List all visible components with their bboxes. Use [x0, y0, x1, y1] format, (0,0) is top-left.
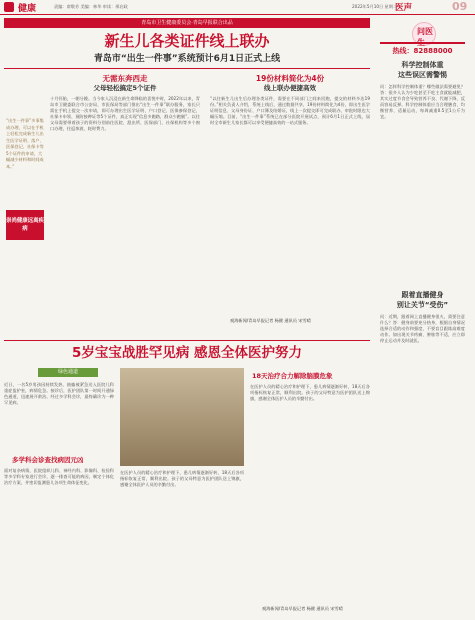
right-column-subtitle: 线上联办便捷高效: [264, 84, 316, 92]
doctor-photo: [120, 368, 244, 466]
sidebar-title-2-line2: 别让关节“受伤”: [396, 301, 449, 309]
right-column-title: 19份材料简化为4份: [255, 74, 325, 83]
page-number: 09: [452, 0, 468, 13]
sidebar-body-2: 问：近期，跟着网上直播健身很火，需要注意什么？答：健身前要充分热身，根据自身情况选择合适的动作和强度，不要盲目跟练高难度动作。如出现关节疼痛、肿胀等不适，应立即停止运动并及时就医。: [380, 314, 465, 344]
left-column-subtitle: 父母轻松搞定5个证件: [93, 84, 157, 92]
article2-body-d: 在医护人员的精心治疗和护理下，患儿病情逐渐好转，18天后各项指标恢复正常，顺利出院。孩子的父母特意为医护团队送上锦旗，感谢全体医护人员的辛勤付出。: [250, 384, 370, 402]
article2-body-a: 近日，一名5岁男孩因持续发热、抽搐被紧急送入医院儿科重症监护室，病情危急。接诊后，医护团队第一时间开通绿色通道，迅速展开救治。经过多学科会诊，最终确诊为一种罕见病。: [4, 382, 114, 406]
right-column-body: “以往新生儿出生后办理各类证件，需要在不同部门之间来回跑，提交的材料多达19份。”相关负责人介绍，系统上线后，通过数据共享，19份材料简化为4份，即出生医学证明信息、父母身份证、户口簿及结婚证，线上一次提交即可完成联办，审批时限也大幅压缩。目前，“出生一件事”系统已在部分医院开展试点，预计6月1日正式上线，届时全市新生儿家长都可以享受便捷高效的一站式服务。: [210, 96, 370, 126]
left-column-body: 十月怀胎，一朝分娩。当今家人沉浸在新生命降临的喜悦中时，2022年以来，青岛市卫健委联合市公安局、市医保局等部门推出“出生一件事”联办服务，家长只需在手机上提交一次申请，即可办理出生医学证明、户口登记、医保参保登记、社保卡申领、预防接种证等5个证件，真正实现“信息多跑路，群众少跑腿”。以往父母需要带着孩子的资料分别前往医院、派出所、医保部门、社保机构等多个窗口办理，往返奔波、耗时费力。: [50, 96, 200, 132]
article-byline: 观海新闻/青岛早报记者 杨健 通讯员 宋雪晴: [230, 318, 311, 323]
sidebar-title-2-line1: 跟着直播健身: [401, 291, 444, 299]
article2-byline: 观海新闻/青岛早报记者 杨健 通讯员 宋雪晴: [262, 606, 343, 611]
left-column-title: 无需东奔西走: [102, 74, 148, 83]
slogan-text: 崇尚健康远离疾病: [6, 218, 44, 232]
article-subheadline: 青岛市“出生一件事”系统预计6月1日正式上线: [93, 54, 281, 64]
divider: [4, 68, 370, 69]
column-brand: 医声: [395, 3, 413, 13]
newspaper-logo-icon: [4, 2, 14, 12]
pull-quote: “出生一件事”多事集成办理，可以在手机上轻松完成新生儿出生医学证明、落户、医保登记、社保卡等5个证件的申请，大幅减少材料和时间成本。”: [6, 118, 44, 169]
slogan-box: [6, 210, 44, 240]
sidebar-divider: [380, 42, 465, 44]
ask-doctor-label: 问医: [417, 27, 433, 36]
divider: [4, 340, 370, 341]
sidebar-title-1-line1: 科学控制体重: [401, 61, 444, 69]
article2-body-c: 在医护人员的精心治疗和护理下，患儿病情逐渐好转，18天后各项指标恢复正常，顺利出院。孩子的父母特意为医护团队送上锦旗，感谢全体医护人员的辛勤付出。: [120, 470, 244, 488]
article2-subheading-1: 多学科会诊查找病因元凶: [12, 456, 84, 464]
sidebar-title-1-line2: 这些误区需警惕: [398, 71, 447, 79]
article-ribbon: [4, 18, 370, 28]
article2-subheading-2: 18天治疗合力解除脑膜危象: [252, 372, 333, 380]
article-headline: 新生儿各类证件线上联办: [104, 32, 270, 50]
section-tag: [38, 368, 98, 377]
article2-body-b: 面对复杂病情，医院组织儿科、神经内科、影像科、检验科等多学科专家进行会诊，逐一排查可能的病因，制定个体化治疗方案，并密切监测患儿各项生命体征变化。: [4, 468, 114, 486]
section-tag-text: 绿色通道: [57, 369, 78, 375]
ribbon-text: 青岛市卫生健康委员会·青岛早报联合出品: [141, 20, 233, 26]
sidebar-body-1: 问：怎样科学控制体重？哪些做法需要避免？答：很多人认为少吃甚至不吃主食就能减肥，其实过度节食会导致营养不良、代谢下降，反而容易反弹。科学控制体重应当合理膳食、均衡营养、适量运动，每周减重0.5至1公斤为宜。: [380, 84, 465, 120]
section-name: 健康: [18, 4, 37, 14]
issue-date: 2022年5月10日 星期二: [352, 4, 398, 9]
hotline: 热线：82888000: [392, 47, 453, 55]
article2-headline: 5岁宝宝战胜罕见病 感恩全体医护努力: [71, 345, 303, 361]
sidebar-title-1: [380, 60, 465, 80]
editor-credits: 责编：席敬芳 美编：林华 审读：邢启政: [54, 4, 128, 9]
sidebar-title-2: [380, 290, 465, 310]
